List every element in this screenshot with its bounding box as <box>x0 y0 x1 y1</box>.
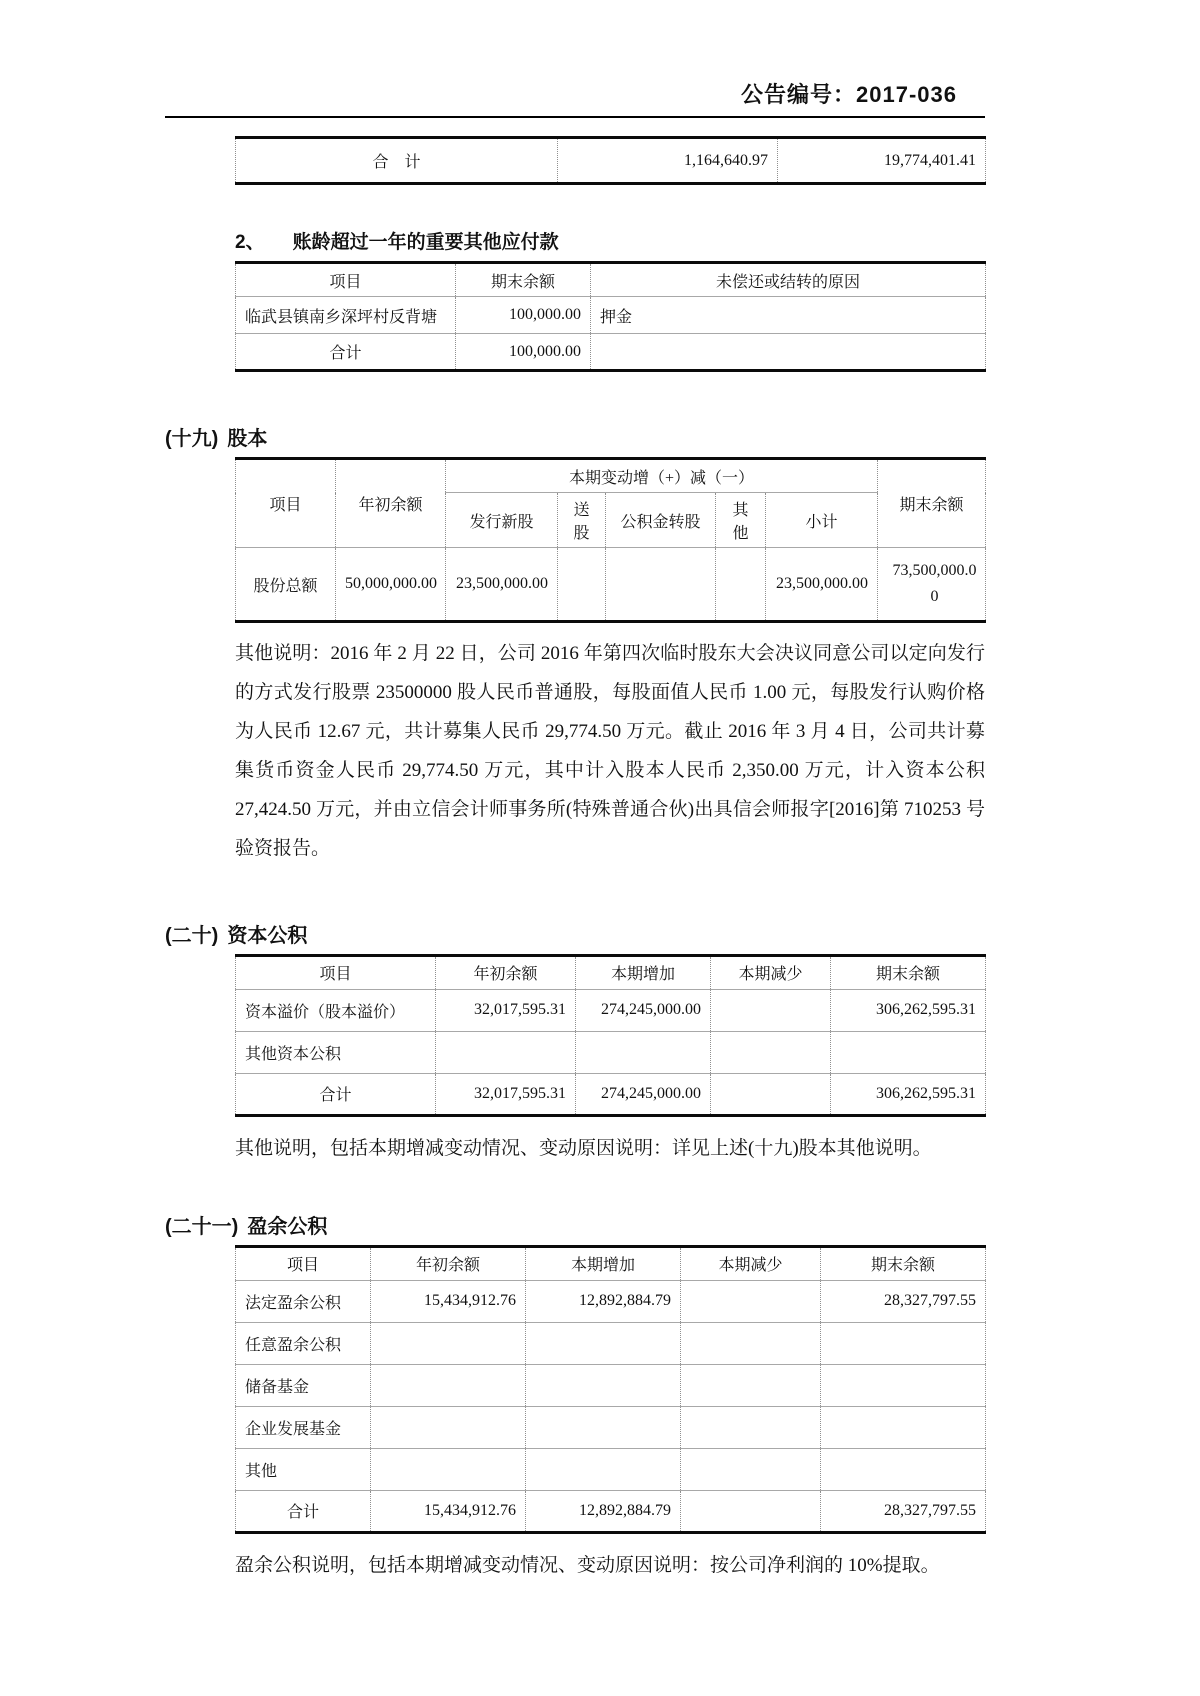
table-cell <box>371 1448 526 1490</box>
section21-number: (二十一) <box>165 1215 239 1238</box>
column-header: 本期增加 <box>526 1246 681 1280</box>
table-cell <box>371 1322 526 1364</box>
table-cell <box>436 1031 576 1073</box>
table-cell: 合 计 <box>236 138 558 184</box>
table-header-row <box>236 263 986 297</box>
surplus-reserve-table <box>235 1245 986 1534</box>
section2-heading <box>235 227 985 254</box>
table-cell: 储备基金 <box>236 1364 371 1406</box>
table-cell <box>821 1406 986 1448</box>
table-cell: 12,892,884.79 <box>526 1280 681 1322</box>
header-rule <box>165 116 985 118</box>
table-cell <box>371 1406 526 1448</box>
table-row <box>236 334 986 371</box>
table-cell: 资本溢价（股本溢价） <box>236 989 436 1031</box>
section20-number: (二十) <box>165 924 219 947</box>
table-cell <box>681 1448 821 1490</box>
column-header: 期末余额 <box>878 459 986 548</box>
section21-note: 盈余公积说明，包括本期增减变动情况、变动原因说明：按公司净利润的 10%提取。 <box>235 1554 940 1576</box>
table-cell: 19,774,401.41 <box>778 138 986 184</box>
table-cell: 临武县镇南乡深坪村反背塘 <box>236 297 456 334</box>
table-cell: 任意盈余公积 <box>236 1322 371 1364</box>
table-row <box>236 1406 986 1448</box>
table-header-row <box>236 459 986 493</box>
table-cell: 其他资本公积 <box>236 1031 436 1073</box>
section2-title: 账龄超过一年的重要其他应付款 <box>292 232 559 253</box>
table-cell: 股份总额 <box>236 548 336 622</box>
table-cell: 12,892,884.79 <box>526 1490 681 1532</box>
table-cell: 企业发展基金 <box>236 1406 371 1448</box>
totals-table <box>235 136 986 185</box>
table-cell: 73,500,000.00 <box>878 548 986 622</box>
table-cell: 23,500,000.00 <box>766 548 878 622</box>
table-row <box>236 1364 986 1406</box>
column-header: 期末余额 <box>821 1246 986 1280</box>
section20-note: 其他说明，包括本期增减变动情况、变动原因说明：详见上述(十九)股本其他说明。 <box>235 1137 932 1159</box>
section19-heading <box>165 422 985 451</box>
table-cell: 50,000,000.00 <box>336 548 446 622</box>
section20-title: 资本公积 <box>227 924 308 947</box>
table-row <box>236 989 986 1031</box>
table-cell: 306,262,595.31 <box>831 989 986 1031</box>
column-header: 年初余额 <box>336 459 446 548</box>
table-cell: 32,017,595.31 <box>436 1073 576 1115</box>
table-row <box>236 1031 986 1073</box>
table-cell <box>526 1322 681 1364</box>
table-row <box>236 297 986 334</box>
table-cell: 合计 <box>236 1490 371 1532</box>
section19-note: 其他说明：2016 年 2 月 22 日，公司 2016 年第四次临时股东大会决议同意公司以定向发行的方式发行股票 23500000 股人民币普通股，每股面值人民币 1.00 元，每股发行认购价格为人民币 12.67 元，共计募集人民币 29,774.50 万元。截止 2016 年 3 月 4 日，公司共计募集货币资金人民币 29,774.50 万元，其中计入股本人民币 2,350.00 万元，计入资本公积 27,424.50 万元，并由立信会计师事务所(特殊普通合伙)出具信会师报字[2016]第 710253 号验资报告。 <box>235 643 985 859</box>
table-cell: 15,434,912.76 <box>371 1280 526 1322</box>
section19-number: (十九) <box>165 428 219 450</box>
table-row <box>236 138 986 184</box>
column-header: 小计 <box>766 493 878 548</box>
table-cell: 274,245,000.00 <box>576 989 711 1031</box>
table-row <box>236 1448 986 1490</box>
table-row <box>236 1490 986 1532</box>
table-cell: 28,327,797.55 <box>821 1490 986 1532</box>
table-row <box>236 548 986 622</box>
table-cell <box>711 989 831 1031</box>
column-header: 未偿还或结转的原因 <box>591 263 986 297</box>
column-header: 公积金转股 <box>606 493 716 548</box>
column-header: 项目 <box>236 955 436 989</box>
share-capital-table <box>235 457 986 623</box>
column-header: 项目 <box>236 263 456 297</box>
table-cell: 1,164,640.97 <box>558 138 778 184</box>
table-cell <box>526 1406 681 1448</box>
table-cell: 合计 <box>236 334 456 371</box>
table-row <box>236 1322 986 1364</box>
column-header: 期末余额 <box>456 263 591 297</box>
table-row <box>236 1073 986 1115</box>
table-cell: 32,017,595.31 <box>436 989 576 1031</box>
column-header: 项目 <box>236 459 336 548</box>
table-cell <box>576 1031 711 1073</box>
table-cell <box>371 1364 526 1406</box>
table-cell: 其他 <box>236 1448 371 1490</box>
table-cell <box>681 1364 821 1406</box>
column-header: 送股 <box>558 493 606 548</box>
table-cell: 100,000.00 <box>456 297 591 334</box>
table-cell: 15,434,912.76 <box>371 1490 526 1532</box>
column-header: 项目 <box>236 1246 371 1280</box>
announcement-number: 公告编号：2017-036 <box>741 82 957 107</box>
table-cell <box>526 1364 681 1406</box>
table-cell: 合计 <box>236 1073 436 1115</box>
table-cell: 274,245,000.00 <box>576 1073 711 1115</box>
table-cell <box>681 1322 821 1364</box>
column-header: 其他 <box>716 493 766 548</box>
section21-heading <box>165 1210 985 1239</box>
table-cell <box>681 1280 821 1322</box>
column-group-header: 本期变动增（+）减（一） <box>446 459 878 493</box>
section21-title: 盈余公积 <box>247 1215 328 1238</box>
column-header: 期末余额 <box>831 955 986 989</box>
column-header: 本期减少 <box>681 1246 821 1280</box>
aged-payables-table <box>235 261 986 372</box>
table-cell <box>558 548 606 622</box>
section19-title: 股本 <box>227 428 268 450</box>
table-cell <box>526 1448 681 1490</box>
column-header: 年初余额 <box>436 955 576 989</box>
section20-heading <box>165 919 985 948</box>
table-cell: 28,327,797.55 <box>821 1280 986 1322</box>
table-cell: 100,000.00 <box>456 334 591 371</box>
table-cell <box>591 334 986 371</box>
table-cell <box>821 1364 986 1406</box>
table-cell <box>821 1448 986 1490</box>
table-cell: 306,262,595.31 <box>831 1073 986 1115</box>
table-cell: 押金 <box>591 297 986 334</box>
capital-reserve-table <box>235 954 986 1117</box>
table-row <box>236 1280 986 1322</box>
column-header: 本期减少 <box>711 955 831 989</box>
table-cell <box>711 1073 831 1115</box>
column-header: 发行新股 <box>446 493 558 548</box>
table-cell: 23,500,000.00 <box>446 548 558 622</box>
column-header: 本期增加 <box>576 955 711 989</box>
table-cell <box>831 1031 986 1073</box>
table-cell <box>681 1406 821 1448</box>
table-cell <box>821 1322 986 1364</box>
table-header-row <box>236 1246 986 1280</box>
table-cell <box>716 548 766 622</box>
table-header-row <box>236 955 986 989</box>
table-cell: 法定盈余公积 <box>236 1280 371 1322</box>
column-header: 年初余额 <box>371 1246 526 1280</box>
table-cell <box>711 1031 831 1073</box>
section2-number: 2、 <box>235 232 265 253</box>
table-cell <box>681 1490 821 1532</box>
table-cell <box>606 548 716 622</box>
page-content <box>165 0 985 1577</box>
